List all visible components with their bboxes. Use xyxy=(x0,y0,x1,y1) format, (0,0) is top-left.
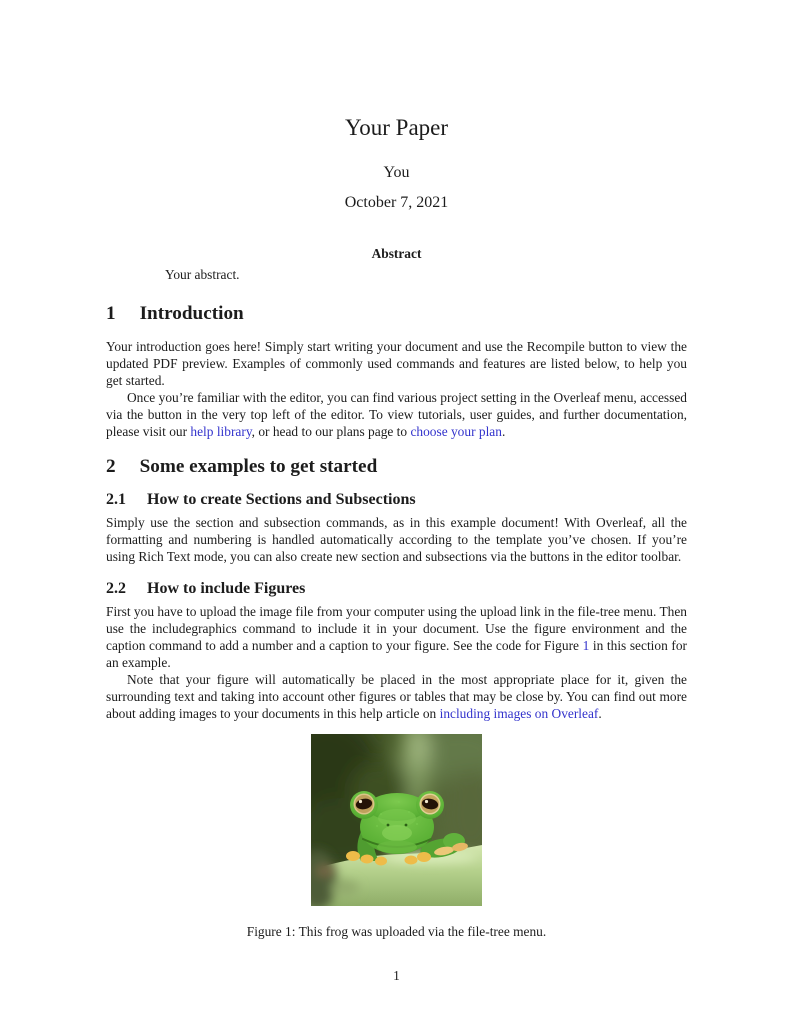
text-segment: in this section for an example. xyxy=(106,637,687,670)
subsection-number: 2.1 xyxy=(106,490,126,508)
text-segment: Simply use the section and subsection commands, as in this example document! With Overleaf, all the formatting and numbering is handled automatically according to the template you’ve chosen. If you’re using Rich Text mode, you can also create new section and subsections via the buttons in the editor toolbar. xyxy=(106,514,687,564)
section-title: Some examples to get started xyxy=(139,455,378,477)
section-heading-introduction xyxy=(106,302,687,325)
frog-eye-left xyxy=(354,793,375,814)
section-number: 1 xyxy=(106,302,116,324)
page-number: 1 xyxy=(393,967,400,983)
paper-title: Your Paper xyxy=(344,115,449,140)
paper-date: October 7, 2021 xyxy=(344,193,449,211)
section-heading-examples xyxy=(106,455,687,478)
frog-eye-right xyxy=(420,793,441,814)
paragraph-intro-1 xyxy=(106,338,687,389)
subsection-title: How to create Sections and Subsections xyxy=(147,490,416,508)
section-number: 2 xyxy=(106,455,116,477)
link-including-images-on-overleaf[interactable]: including images on Overleaf xyxy=(439,705,599,721)
abstract-heading: Abstract xyxy=(371,245,422,261)
text-segment: Once you’re familiar with the editor, you can find various project setting in the Overleaf menu, accessed via the button in the very top left of the editor. To view tutorials, user guides, and further documentation, please visit our xyxy=(106,389,687,439)
abstract-text: Your abstract. xyxy=(165,266,240,282)
frog-nostril xyxy=(405,823,408,826)
figure-1 xyxy=(311,734,482,906)
frog-photo xyxy=(311,734,482,906)
link-figure-1-ref[interactable]: 1 xyxy=(582,637,590,653)
paragraph-figures-2 xyxy=(106,671,687,722)
text-segment: , or head to our plans page to xyxy=(251,423,411,439)
figure-caption: Figure 1: This frog was uploaded via the file-tree menu. xyxy=(246,923,547,939)
text-segment: Note that your figure will automatically be placed in the most appropriate place for it, given the surrounding text and taking into account other figures or tables that may be close by. You can find out more about adding images to your documents in this help article on xyxy=(106,671,687,721)
link-help-library[interactable]: help library xyxy=(190,423,252,439)
text-segment: Your introduction goes here! Simply start writing your document and use the Recompile button to view the updated PDF preview. Examples of commonly used commands and features are listed below, to help you get started. xyxy=(106,338,687,388)
subsection-title: How to include Figures xyxy=(147,579,306,597)
paragraph-sections xyxy=(106,514,687,565)
text-segment: First you have to upload the image file from your computer using the upload link in the file-tree menu. Then use the includegraphics command to include it in your document. Use the figure environment and the caption command to add a number and a caption to your figure. See the code for Figure xyxy=(106,603,687,653)
subsection-heading-sections xyxy=(106,490,687,510)
section-title: Introduction xyxy=(139,302,244,324)
link-choose-your-plan[interactable]: choose your plan xyxy=(410,423,502,439)
frog-nostril xyxy=(387,823,390,826)
paper-author: You xyxy=(383,163,410,181)
paragraph-intro-2 xyxy=(106,389,687,440)
subsection-number: 2.2 xyxy=(106,579,126,597)
text-segment: . xyxy=(501,423,506,439)
subsection-heading-figures xyxy=(106,579,687,599)
text-segment: . xyxy=(598,705,602,721)
paragraph-figures-1 xyxy=(106,603,687,671)
